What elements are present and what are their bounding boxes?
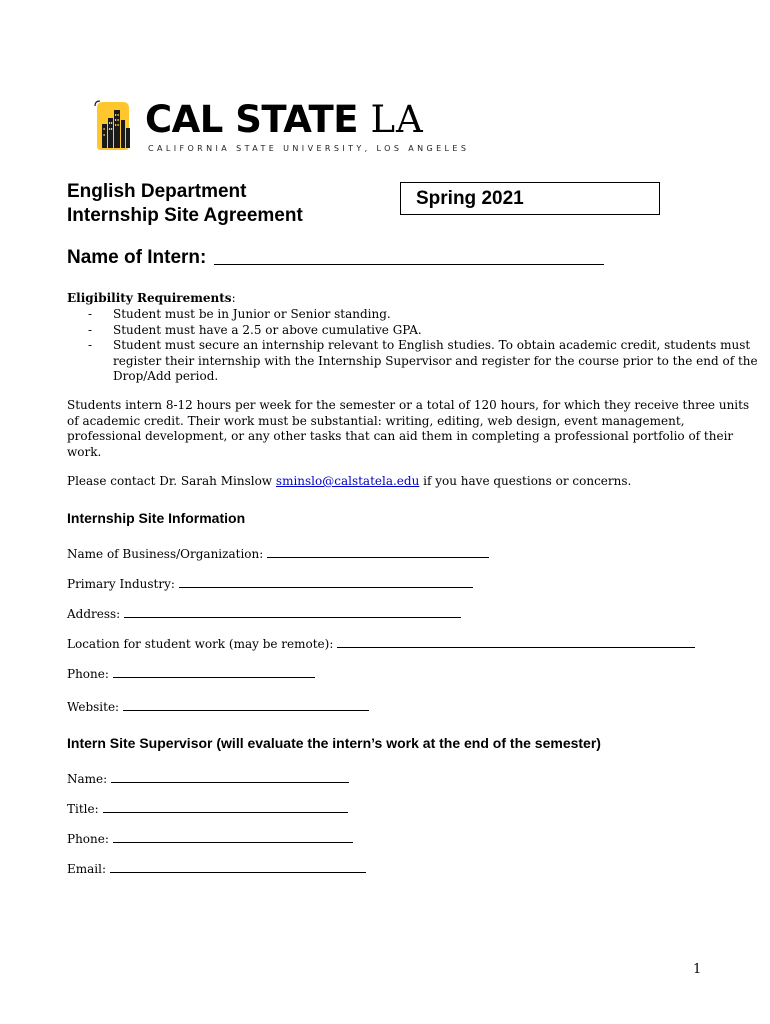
description-paragraph: Students intern 8-12 hours per week for the semester or a total of 120 hours, for which they receive three units of academic credit. Their work must be substantial: writing, editing, web design, event management, professional development, or any other tasks that can aid them in completing a professional portfolio of their work. [67, 398, 750, 459]
field-label: Location for student work (may be remote): [67, 637, 334, 651]
term-label: Spring 2021 [416, 188, 524, 209]
field-label: Title: [67, 802, 99, 816]
website-blank[interactable] [123, 699, 369, 711]
supervisor-email-blank[interactable] [110, 861, 366, 873]
supervisor-phone-blank[interactable] [113, 831, 353, 843]
eligibility-item-text: Student must secure an internship relevant to English studies. To obtain academic credit, students must register their internship with the Internship Supervisor and register for the course prior to the end of the Drop/Add period. [113, 338, 758, 383]
field-label: Address: [67, 607, 121, 621]
site-phone-field [67, 666, 315, 681]
address-blank[interactable] [124, 606, 461, 618]
list-item: - Student must have a 2.5 or above cumulative GPA. [88, 322, 422, 337]
intern-name-blank[interactable] [214, 246, 604, 265]
field-label: Name of Business/Organization: [67, 547, 264, 561]
address-field [67, 606, 461, 621]
list-item: - Student must be in Junior or Senior standing. [88, 307, 391, 321]
business-name-field [67, 546, 489, 561]
field-label: Website: [67, 700, 120, 714]
logo-wordmark [145, 98, 424, 142]
eligibility-heading-colon: : [231, 291, 236, 305]
primary-industry-field [67, 576, 473, 591]
page-number: 1 [693, 962, 702, 977]
intern-name-label: Name of Intern: [67, 247, 207, 268]
list-item: - Student must secure an internship relevant to English studies. To obtain academic credit, students must register their internship with the Internship Supervisor and register for the course prior to the end of the Drop/Add period. [88, 338, 758, 383]
field-label: Name: [67, 772, 108, 786]
supervisor-name-blank[interactable] [111, 771, 349, 783]
logo-wordmark-main: CAL STATE [145, 98, 359, 141]
cal-state-la-emblem-icon [93, 100, 137, 152]
supervisor-heading: Intern Site Supervisor (will evaluate the intern’s work at the end of the semester) [67, 735, 601, 751]
supervisor-name-field [67, 771, 349, 786]
business-name-blank[interactable] [267, 546, 489, 558]
supervisor-title-blank[interactable] [103, 801, 348, 813]
title-line-2: Internship Site Agreement [67, 205, 303, 226]
primary-industry-blank[interactable] [179, 576, 473, 588]
logo-wordmark-la: LA [370, 98, 424, 141]
cal-state-la-logo [93, 98, 470, 158]
eligibility-item-text: Student must be in Junior or Senior standing. [113, 307, 391, 321]
field-label: Primary Industry: [67, 577, 175, 591]
eligibility-list [88, 307, 758, 385]
intern-name-field [67, 246, 604, 269]
field-label: Email: [67, 862, 107, 876]
contact-paragraph [67, 474, 757, 490]
contact-prefix: Please contact Dr. Sarah Minslow [67, 474, 273, 488]
supervisor-phone-field [67, 831, 353, 846]
location-field [67, 636, 695, 651]
eligibility-item-text: Student must have a 2.5 or above cumulative GPA. [113, 322, 422, 337]
supervisor-title-field [67, 801, 348, 816]
field-label: Phone: [67, 832, 109, 846]
eligibility-heading-text: Eligibility Requirements [67, 291, 232, 305]
location-blank[interactable] [337, 636, 695, 648]
eligibility-heading [67, 291, 236, 305]
website-field [67, 699, 369, 714]
field-label: Phone: [67, 667, 109, 681]
logo-subtitle: CALIFORNIA STATE UNIVERSITY, LOS ANGELES [148, 144, 470, 153]
document-title [67, 180, 303, 228]
site-phone-blank[interactable] [113, 666, 315, 678]
term-box [400, 182, 660, 215]
supervisor-email-field [67, 861, 366, 876]
contact-email-link[interactable]: sminslo@calstatela.edu [275, 474, 420, 488]
contact-suffix: if you have questions or concerns. [423, 474, 632, 488]
title-line-1: English Department [67, 181, 247, 202]
site-info-heading: Internship Site Information [67, 510, 246, 526]
